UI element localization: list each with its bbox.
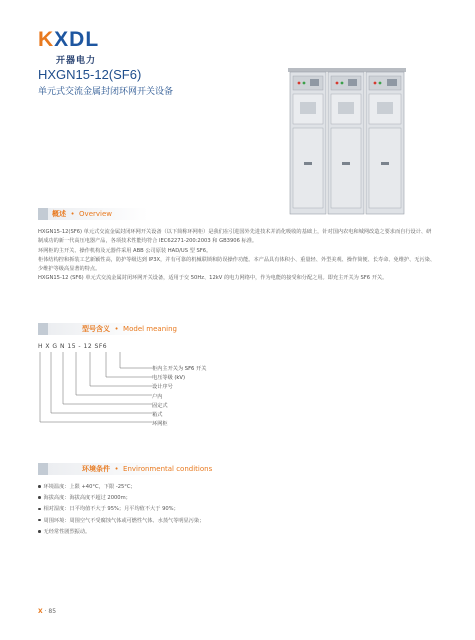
bullet-icon	[38, 485, 41, 488]
logo-subtitle: 开器电力	[56, 56, 97, 66]
bullet-icon	[38, 519, 41, 522]
cabinet-1	[290, 72, 326, 214]
page-number: X · 85	[38, 608, 57, 615]
logo-wordmark: KXDL	[38, 28, 100, 51]
overview-paragraph: 环网柜的主开关、操作机构及元器件采用 ABB 公司原装 HAD/US 型 SF6。	[38, 247, 212, 254]
model-meaning-list	[152, 365, 206, 429]
switchgear-cabinets-image	[288, 68, 406, 216]
overview-paragraph: HXGN15-12(SF6) 单元式交流金属封闭环网开关设备（以下简称环网柜）是我们在引进国外先进技术并消化吸收的基础上，针对国内农电和城网改造之要求而自行设计、研制成功的新一代高压电器产品，各项技术性能均符合 IEC62271-200:2003 和 GB3906 标准。	[38, 229, 432, 245]
cabinet-2	[328, 72, 364, 214]
meaning-item: 环网柜	[152, 421, 168, 428]
meaning-item: 箱式	[152, 412, 163, 419]
overview-paragraph: 柜体结构控和拆装工艺新颖性高，防护等级达到 IP3X，并有可靠的机械联锁和防误操作功能。本产品具有体积小、重量轻、外型美观、操作简便、长寿命、免维护、无污染、少维护等级高显著的特点。	[38, 256, 436, 273]
environment-list	[38, 482, 204, 538]
environment-item: 无经常性剧烈振动。	[38, 527, 204, 538]
meaning-item: 电压等级 (kV)	[152, 375, 185, 382]
model-code: H X G N 15 - 12 SF6	[38, 343, 108, 350]
bullet-icon	[38, 508, 41, 511]
meaning-item: 柜内主开关为 SF6 开关	[152, 366, 207, 372]
cabinet-3	[366, 72, 404, 214]
model-meaning-bracket	[38, 350, 156, 432]
product-subtitle: 单元式交流金属封闭环网开关设备	[38, 87, 174, 97]
overview-paragraph: HXGN15-12 (SF6) 单元式交流金属封闭环网开关设备，适用于交 50Hz、12kV 的电力网络中，作为电能的接受和分配之用。即充主开关为 SF6 开关。	[38, 275, 388, 282]
company-logo	[38, 28, 108, 66]
environment-item: 周围环境：周围空气不受腐蚀气体或可燃性气体、水蒸气等明显污染；	[38, 516, 204, 527]
meaning-item: 设计序号	[152, 384, 173, 391]
bullet-icon	[38, 530, 41, 533]
environment-item: 环境温度：上限 +40°C，下限 -25°C；	[38, 482, 204, 493]
environment-item: 海拔高度：海拔高度不超过 2000m；	[38, 493, 204, 504]
bullet-icon	[38, 496, 41, 499]
meaning-item: 固定式	[152, 402, 168, 409]
overview-heading: 概述 • Overview	[0, 208, 200, 220]
product-model: HXGN15-12(SF6)	[38, 67, 142, 82]
environment-heading: 环境条件 • Environmental conditions	[0, 463, 260, 475]
model-meaning-heading: 型号含义 • Model meaning	[0, 323, 220, 335]
overview-text	[38, 228, 436, 284]
environment-item: 相对湿度：日平均值不大于 95%；月平均值不大于 90%；	[38, 504, 204, 515]
meaning-item: 户内	[152, 393, 163, 400]
